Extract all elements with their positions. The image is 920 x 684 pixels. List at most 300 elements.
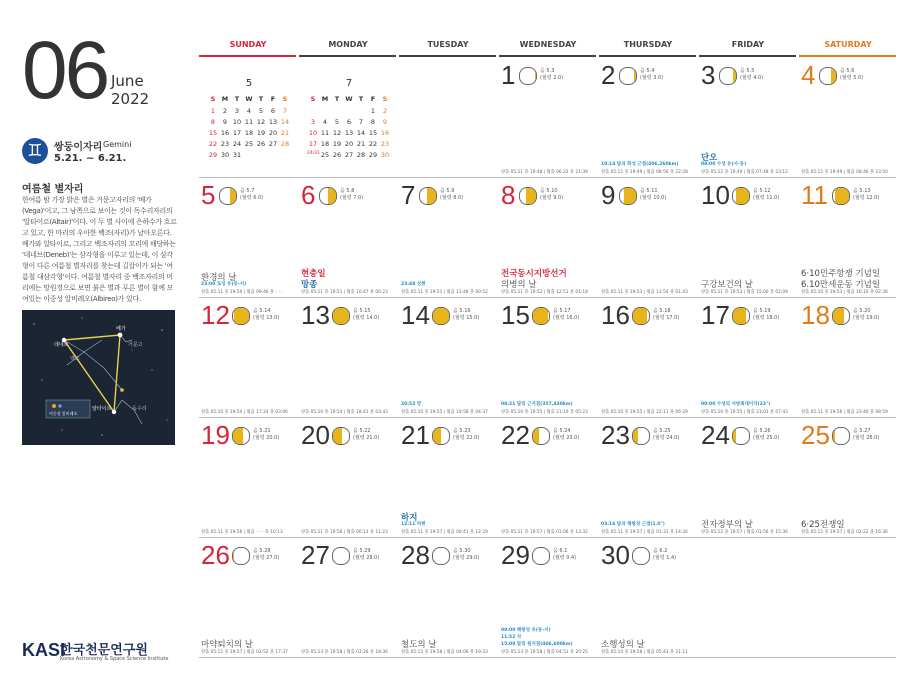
mini-day: 26 <box>332 151 342 159</box>
lunar-date <box>553 548 576 562</box>
day-cell-19[interactable] <box>199 418 299 536</box>
weekday-underline <box>499 55 596 57</box>
weekday-underline <box>199 55 296 57</box>
day-cell-17[interactable] <box>699 298 799 416</box>
sun-moon-times: 양출 05:12 몰 19:49 | 월출 07:48 몰 23:12 <box>701 170 788 175</box>
day-cell-29[interactable] <box>499 538 599 656</box>
day-event: 6.10만세운동 기념일 <box>801 280 881 290</box>
mini-day: 31 <box>232 151 242 159</box>
sun-moon-times: 양출 05:13 몰 19:58 | 월출 03:26 몰 18:36 <box>301 650 388 655</box>
lunar-day: 음 5.10 <box>540 188 558 194</box>
moon-phase-icon <box>519 67 537 85</box>
lunar-date <box>553 308 579 322</box>
day-number: 12 <box>201 300 230 330</box>
day-cell-3[interactable] <box>699 58 799 176</box>
day-event: 소행성의 날 <box>601 640 645 650</box>
day-cell-2[interactable] <box>599 58 699 176</box>
moon-age: (월령 29.0) <box>453 555 480 561</box>
sun-moon-times: 양출 05:14 몰 19:58 | 월출 05:43 몰 21:11 <box>601 650 688 655</box>
day-number: 8 <box>501 180 516 210</box>
moon-phase-icon <box>332 307 350 325</box>
day-number: 21 <box>401 420 430 450</box>
astronomy-event: 11:52 삭 <box>501 635 522 640</box>
mini-day: 11 <box>244 118 254 126</box>
mini-day: 11 <box>320 129 330 137</box>
mini-day: 8 <box>370 118 376 126</box>
day-cell-4[interactable] <box>799 58 899 176</box>
day-cell-21[interactable] <box>399 418 499 536</box>
sun-moon-times: 양출 05:13 몰 19:58 | 월출 04:06 몰 19:33 <box>401 650 488 655</box>
moon-phase-icon <box>432 427 450 445</box>
moon-phase-icon <box>832 307 850 325</box>
lunar-day: 음 5.29 <box>353 548 371 554</box>
day-cell-6[interactable] <box>299 178 399 296</box>
moon-age: (월령 13.0) <box>253 315 280 321</box>
lunar-date <box>640 68 663 82</box>
moon-phase-icon <box>532 427 550 445</box>
sun-moon-times: 양출 05:11 몰 19:57 | 월출 01:31 몰 14:34 <box>601 530 688 535</box>
sun-moon-times: 양출 05:11 몰 19:51 | 월출 11:48 몰 00:52 <box>401 290 488 295</box>
day-cell-25[interactable] <box>799 418 899 536</box>
star-label-vega: 베가 <box>116 326 126 332</box>
weekday-header-wednesday: WEDNESDAY <box>519 40 577 49</box>
sun-moon-times: 양출 05:10 몰 19:54 | 월출 17:24 몰 03:06 <box>201 410 288 415</box>
day-event: 구강보건의 날 <box>701 280 753 290</box>
moon-phase-icon <box>632 427 650 445</box>
lunar-date <box>453 428 479 442</box>
mini-day: 29 <box>368 151 378 159</box>
mini-calendar-july <box>307 78 391 168</box>
lunar-day: 음 6.2 <box>653 548 668 554</box>
moon-age: (월령 25.0) <box>753 435 780 441</box>
sun-moon-times: 양출 05:11 몰 19:56 | 월출 23:40 몰 08:59 <box>801 410 888 415</box>
weekday-underline <box>399 55 496 57</box>
day-event: 전국동시지방선거 <box>501 269 567 279</box>
day-number: 5 <box>201 180 216 210</box>
sun-moon-times: 양출 05:11 몰 19:50 | 월출 09:46 몰 - : - <box>201 290 283 295</box>
sun-moon-times: 양출 05:10 몰 19:55 | 월출 23:01 몰 07:43 <box>701 410 788 415</box>
moon-age: (월령 2.0) <box>540 75 564 81</box>
mini-day: 24 <box>232 140 242 148</box>
day-event: 하지 <box>401 513 418 523</box>
day-number: 28 <box>401 540 430 570</box>
moon-phase-icon <box>332 427 350 445</box>
day-cell-14[interactable] <box>399 298 499 416</box>
sun-moon-times: 양출 05:12 몰 19:57 | 월출 02:52 몰 17:37 <box>201 650 288 655</box>
star-description: 한여름 밤 가장 밝은 별은 거문고자리의 '베가(Vega)'이고, 그 남쪽으로 보이는 것이 독수리자리의 '알타이르(Altair)'이다. 이 두 별 사이에 은하수가 흐르고 있고, 한 마리의 우아한 백조(자리)가 날아오른다. 베가와 알타이르, 그리고 백조자리의 꼬리에 해당하는 '데네브(Deneb)'는 삼각형을 이루고 있는데, 이 삼각형이 다른 여름철 별자리를 찾는데 길잡이가 되는 '여름철 대삼각형'이다. 여름철 별자리 중 백조자리의 머리에는 망원경으로 보면 붉은 별과 푸른 별이 함께 모여있는 이중성 알비레오(Albireo)가 있다. <box>22 196 177 303</box>
sun-moon-times: 양출 05:11 몰 19:56 | 월출 00:13 몰 11:23 <box>301 530 388 535</box>
moon-phase-icon <box>832 187 850 205</box>
lunar-date <box>853 308 879 322</box>
moon-age: (월령 9.0) <box>540 195 564 201</box>
mini-weekday: M <box>221 95 229 103</box>
moon-phase-icon <box>532 307 550 325</box>
sun-moon-times: 양출 05:12 몰 19:57 | 월출 02:22 몰 16:36 <box>801 530 888 535</box>
astronomy-event: 12:11 하현 <box>401 522 426 527</box>
lunar-day: 음 5.20 <box>853 308 871 314</box>
mini-day: 12 <box>332 129 342 137</box>
lunar-day: 음 5.9 <box>440 188 455 194</box>
day-cell-5[interactable] <box>199 178 299 296</box>
astronomy-event: 10:14 달과 화성 근접(406,260km) <box>601 162 679 167</box>
lunar-day: 음 5.27 <box>853 428 871 434</box>
day-cell-11[interactable] <box>799 178 899 296</box>
mini-day: 25 <box>320 151 330 159</box>
day-number: 25 <box>801 420 830 450</box>
lunar-day: 음 5.30 <box>453 548 471 554</box>
month-name: June <box>111 72 144 90</box>
sun-moon-times: 양출 05:11 몰 19:53 | 월출 13:54 몰 01:43 <box>601 290 688 295</box>
day-number: 6 <box>301 180 316 210</box>
mini-day: 22 <box>368 140 378 148</box>
moon-age: (월령 24.0) <box>653 435 680 441</box>
mini-day: 4 <box>322 118 328 126</box>
zodiac-name-ko: 쌍둥이자리 <box>54 142 103 153</box>
moon-age: (월령 12.0) <box>853 195 880 201</box>
lunar-date <box>840 68 863 82</box>
day-event: 단오 <box>701 153 718 163</box>
moon-age: (월령 16.0) <box>553 315 580 321</box>
lunar-date <box>753 188 779 202</box>
moon-age: (월령 7.0) <box>340 195 364 201</box>
mini-day: 20 <box>268 129 278 137</box>
lunar-day: 음 5.4 <box>640 68 655 74</box>
moon-age: (월령 15.0) <box>453 315 480 321</box>
day-number: 18 <box>801 300 830 330</box>
day-event: 6·10민주항쟁 기념일 <box>801 269 881 279</box>
mini-day: 30 <box>220 151 230 159</box>
kasi-name-en: Korea Astronomy & Space Science Institute <box>60 656 169 662</box>
moon-age: (월령 18.0) <box>753 315 780 321</box>
lunar-date <box>253 308 279 322</box>
star-section-title: 여름철 별자리 <box>22 184 84 195</box>
moon-phase-icon <box>232 307 250 325</box>
lunar-date <box>440 188 463 202</box>
day-cell-20[interactable] <box>299 418 399 536</box>
mini-day: 8 <box>210 118 216 126</box>
moon-age: (월령 23.0) <box>553 435 580 441</box>
lunar-date <box>740 68 763 82</box>
mini-day: 30 <box>380 151 390 159</box>
weekday-header-monday: MONDAY <box>328 40 368 49</box>
lunar-day: 음 5.5 <box>740 68 755 74</box>
mini-day: 14 <box>356 129 366 137</box>
mini-day: 12 <box>256 118 266 126</box>
day-cell-12[interactable] <box>199 298 299 416</box>
sun-moon-times: 양출 05:11 몰 19:56 | 월출 - : - 몰 10:13 <box>201 530 283 535</box>
mini-day: 1 <box>210 107 216 115</box>
weekday-header-friday: FRIDAY <box>731 40 765 49</box>
day-cell-23[interactable] <box>599 418 699 536</box>
lunar-date <box>753 308 779 322</box>
moon-phase-icon <box>532 547 550 565</box>
moon-phase-icon <box>319 187 337 205</box>
lunar-day: 음 5.12 <box>753 188 771 194</box>
mini-day: 27 <box>268 140 278 148</box>
day-cell-9[interactable] <box>599 178 699 296</box>
mini-day: 2 <box>222 107 228 115</box>
lunar-day: 음 5.3 <box>540 68 555 74</box>
lunar-day: 음 5.26 <box>753 428 771 434</box>
day-number: 22 <box>501 420 530 450</box>
day-number: 2 <box>601 60 616 90</box>
weekday-header-sunday: SUNDAY <box>229 40 267 49</box>
moon-age: (월령 3.0) <box>640 75 664 81</box>
day-cell-24[interactable] <box>699 418 799 536</box>
day-event: 의병의 날 <box>501 280 537 290</box>
lunar-day: 음 5.11 <box>640 188 658 194</box>
sun-moon-times: 양출 05:12 몰 19:49 | 월출 08:56 몰 22:28 <box>601 170 688 175</box>
mini-day: 20 <box>344 140 354 148</box>
kasi-logo: KASI <box>22 640 66 660</box>
mini-weekday: F <box>270 95 276 103</box>
weekday-underline <box>699 55 796 57</box>
day-event: 마약퇴치의 날 <box>201 640 253 650</box>
moon-phase-icon <box>519 187 537 205</box>
day-event: 망종 <box>301 280 318 290</box>
lunar-day: 음 5.14 <box>253 308 271 314</box>
mini-day: 22 <box>208 140 218 148</box>
lunar-day: 음 6.1 <box>553 548 568 554</box>
mini-day: 18 <box>320 140 330 148</box>
moon-age: (월령 8.0) <box>440 195 464 201</box>
mini-day: 7 <box>282 107 288 115</box>
day-cell-8[interactable] <box>499 178 599 296</box>
lunar-day: 음 5.6 <box>840 68 855 74</box>
sun-moon-times: 양출 05:12 몰 19:57 | 월출 01:56 몰 15:36 <box>701 530 788 535</box>
lunar-day: 음 5.28 <box>253 548 271 554</box>
moon-phase-icon <box>732 427 750 445</box>
day-event: 6·25전쟁일 <box>801 520 845 530</box>
sun-moon-times: 양출 05:11 몰 19:52 | 월출 12:51 몰 01:18 <box>501 290 588 295</box>
moon-phase-icon <box>832 427 850 445</box>
moon-age: (월령 17.0) <box>653 315 680 321</box>
mini-day: 29 <box>208 151 218 159</box>
lunar-date <box>553 428 579 442</box>
mini-day: 23 <box>220 140 230 148</box>
mini-weekday: S <box>382 95 388 103</box>
mini-day: 4 <box>246 107 252 115</box>
moon-age: (월령 14.0) <box>353 315 380 321</box>
sun-moon-times: 양출 05:11 몰 19:53 | 월출 15:00 몰 02:09 <box>701 290 788 295</box>
sun-moon-times: 양출 05:12 몰 19:49 | 월출 08:46 몰 23:50 <box>801 170 888 175</box>
mini-day: 6 <box>346 118 352 126</box>
lunar-date <box>240 188 263 202</box>
lunar-date <box>653 548 676 562</box>
moon-phase-icon <box>632 547 650 565</box>
moon-phase-icon <box>219 187 237 205</box>
star-label-altair: 알타이르 <box>92 406 112 412</box>
lunar-day: 음 5.21 <box>253 428 271 434</box>
day-cell-27[interactable] <box>299 538 399 656</box>
day-cell-18[interactable] <box>799 298 899 416</box>
lunar-date <box>540 68 563 82</box>
day-cell-13[interactable] <box>299 298 399 416</box>
day-number: 20 <box>301 420 330 450</box>
mini-calendar-july-title: 7 <box>345 78 353 89</box>
year: 2022 <box>111 90 150 108</box>
day-number: 15 <box>501 300 530 330</box>
moon-age: (월령 5.0) <box>840 75 864 81</box>
astronomy-event: 08:21 달의 근지점(357,430km) <box>501 402 573 407</box>
mini-day: 24/31 <box>307 151 320 156</box>
moon-phase-icon <box>619 187 637 205</box>
mini-weekday: S <box>282 95 288 103</box>
astronomy-event: 20:52 망 <box>401 402 422 407</box>
mini-weekday: W <box>245 95 253 103</box>
day-number: 23 <box>601 420 630 450</box>
mini-day: 16 <box>380 129 390 137</box>
lunar-date <box>540 188 563 202</box>
moon-phase-icon <box>732 187 750 205</box>
moon-age: (월령 0.4) <box>553 555 577 561</box>
day-cell-28[interactable] <box>399 538 499 656</box>
star-label-deneb: 데네브 <box>54 342 69 348</box>
lunar-date <box>253 548 279 562</box>
mini-day: 25 <box>244 140 254 148</box>
sun-moon-times: 양출 05:11 몰 19:57 | 월출 01:06 몰 13:32 <box>501 530 588 535</box>
mini-weekday: F <box>370 95 376 103</box>
kasi-name-ko: 한국천문연구원 <box>60 643 148 658</box>
day-number: 9 <box>601 180 616 210</box>
mini-day: 28 <box>280 140 290 148</box>
lunar-day: 음 5.16 <box>453 308 471 314</box>
day-number: 10 <box>701 180 730 210</box>
mini-weekday: T <box>334 95 340 103</box>
moon-age: (월령 26.0) <box>853 435 880 441</box>
astronomy-event: 23:00 토성 유(동-서) <box>201 282 247 287</box>
sun-moon-times: 양출 05:13 몰 19:58 | 월출 04:51 몰 20:25 <box>501 650 588 655</box>
moon-phase-icon <box>432 307 450 325</box>
lunar-day: 음 5.24 <box>553 428 571 434</box>
lunar-day: 음 5.17 <box>553 308 571 314</box>
mini-day: 27 <box>344 151 354 159</box>
day-number: 7 <box>401 180 416 210</box>
weekday-header-saturday: SATURDAY <box>824 40 872 49</box>
lunar-date <box>853 428 879 442</box>
weekday-underline <box>599 55 696 57</box>
lunar-date <box>453 548 479 562</box>
star-map-image <box>22 310 175 445</box>
moon-phase-icon <box>232 427 250 445</box>
lunar-date <box>340 188 363 202</box>
moon-phase-icon <box>232 547 250 565</box>
gemini-icon: ♊ <box>22 138 48 164</box>
moon-age: (월령 19.0) <box>853 315 880 321</box>
day-number: 1 <box>501 60 516 90</box>
mini-day: 5 <box>334 118 340 126</box>
mini-day: 6 <box>270 107 276 115</box>
day-number: 29 <box>501 540 530 570</box>
mini-weekday: S <box>310 95 316 103</box>
lunar-day: 음 5.8 <box>340 188 355 194</box>
sun-moon-times: 양출 05:11 몰 19:48 | 월출 06:22 몰 21:39 <box>501 170 588 175</box>
month-number: 06 <box>22 25 108 116</box>
mini-day: 13 <box>344 129 354 137</box>
moon-age: (월령 28.0) <box>353 555 380 561</box>
moon-age: (월령 1.4) <box>653 555 677 561</box>
day-number: 30 <box>601 540 630 570</box>
star-label-aquila: 독수리 <box>132 406 147 412</box>
day-cell-15[interactable] <box>499 298 599 416</box>
mini-day: 17 <box>232 129 242 137</box>
day-number: 27 <box>301 540 330 570</box>
lunar-date <box>640 188 666 202</box>
day-cell-26[interactable] <box>199 538 299 656</box>
day-number: 13 <box>301 300 330 330</box>
moon-phase-icon <box>732 307 750 325</box>
moon-phase-icon <box>619 67 637 85</box>
day-cell-22[interactable] <box>499 418 599 536</box>
weekday-header-tuesday: TUESDAY <box>427 40 469 49</box>
zodiac-dates: 5.21. ~ 6.21. <box>54 153 127 164</box>
mini-day: 5 <box>258 107 264 115</box>
moon-age: (월령 21.0) <box>353 435 380 441</box>
mini-day: 28 <box>356 151 366 159</box>
lunar-date <box>353 428 379 442</box>
lunar-date <box>653 308 679 322</box>
mini-weekday: T <box>234 95 240 103</box>
day-number: 19 <box>201 420 230 450</box>
mini-day: 7 <box>358 118 364 126</box>
lunar-date <box>253 428 279 442</box>
lunar-day: 음 5.18 <box>653 308 671 314</box>
weekday-underline <box>799 55 896 57</box>
week-separator <box>199 657 896 658</box>
zodiac-name-en: Gemini <box>103 140 132 149</box>
moon-age: (월령 20.0) <box>253 435 280 441</box>
moon-age: (월령 4.0) <box>740 75 764 81</box>
sun-moon-times: 양출 05:11 몰 19:57 | 월출 00:41 몰 12:29 <box>401 530 488 535</box>
star-label-lyra: 거문고 <box>128 342 143 348</box>
day-cell-30[interactable] <box>599 538 699 656</box>
weekday-header-thursday: THURSDAY <box>623 40 673 49</box>
lunar-day: 음 5.15 <box>353 308 371 314</box>
mini-day: 19 <box>256 129 266 137</box>
day-cell-7[interactable] <box>399 178 499 296</box>
sun-moon-times: 양출 05:10 몰 19:55 | 월출 21:10 몰 05:23 <box>501 410 588 415</box>
day-number: 14 <box>401 300 430 330</box>
lunar-day: 음 5.25 <box>653 428 671 434</box>
day-cell-1[interactable] <box>499 58 599 176</box>
astronomy-event: 08:00 해왕성 유(동-서) <box>501 628 551 633</box>
day-cell-16[interactable] <box>599 298 699 416</box>
sun-moon-times: 양출 05:10 몰 19:53 | 월출 16:10 몰 02:36 <box>801 290 888 295</box>
moon-phase-icon <box>432 547 450 565</box>
mini-day: 21 <box>356 140 366 148</box>
astronomy-event: 00:00 수성의 서방최대이각(23°) <box>701 402 771 407</box>
lunar-day: 음 5.13 <box>853 188 871 194</box>
moon-phase-icon <box>632 307 650 325</box>
mini-day: 13 <box>268 118 278 126</box>
mini-calendar-may-title: 5 <box>245 78 253 89</box>
lunar-day: 음 5.7 <box>240 188 255 194</box>
moon-phase-icon <box>819 67 837 85</box>
moon-age: (월령 10.0) <box>640 195 667 201</box>
moon-age: (월령 11.0) <box>753 195 780 201</box>
day-number: 16 <box>601 300 630 330</box>
day-number: 17 <box>701 300 730 330</box>
moon-phase-icon <box>419 187 437 205</box>
mini-day: 16 <box>220 129 230 137</box>
moon-phase-icon <box>332 547 350 565</box>
mini-day: 21 <box>280 129 290 137</box>
mini-day: 26 <box>256 140 266 148</box>
mini-weekday: S <box>210 95 216 103</box>
day-cell-10[interactable] <box>699 178 799 296</box>
mini-day: 1 <box>370 107 376 115</box>
moon-age: (월령 27.0) <box>253 555 280 561</box>
